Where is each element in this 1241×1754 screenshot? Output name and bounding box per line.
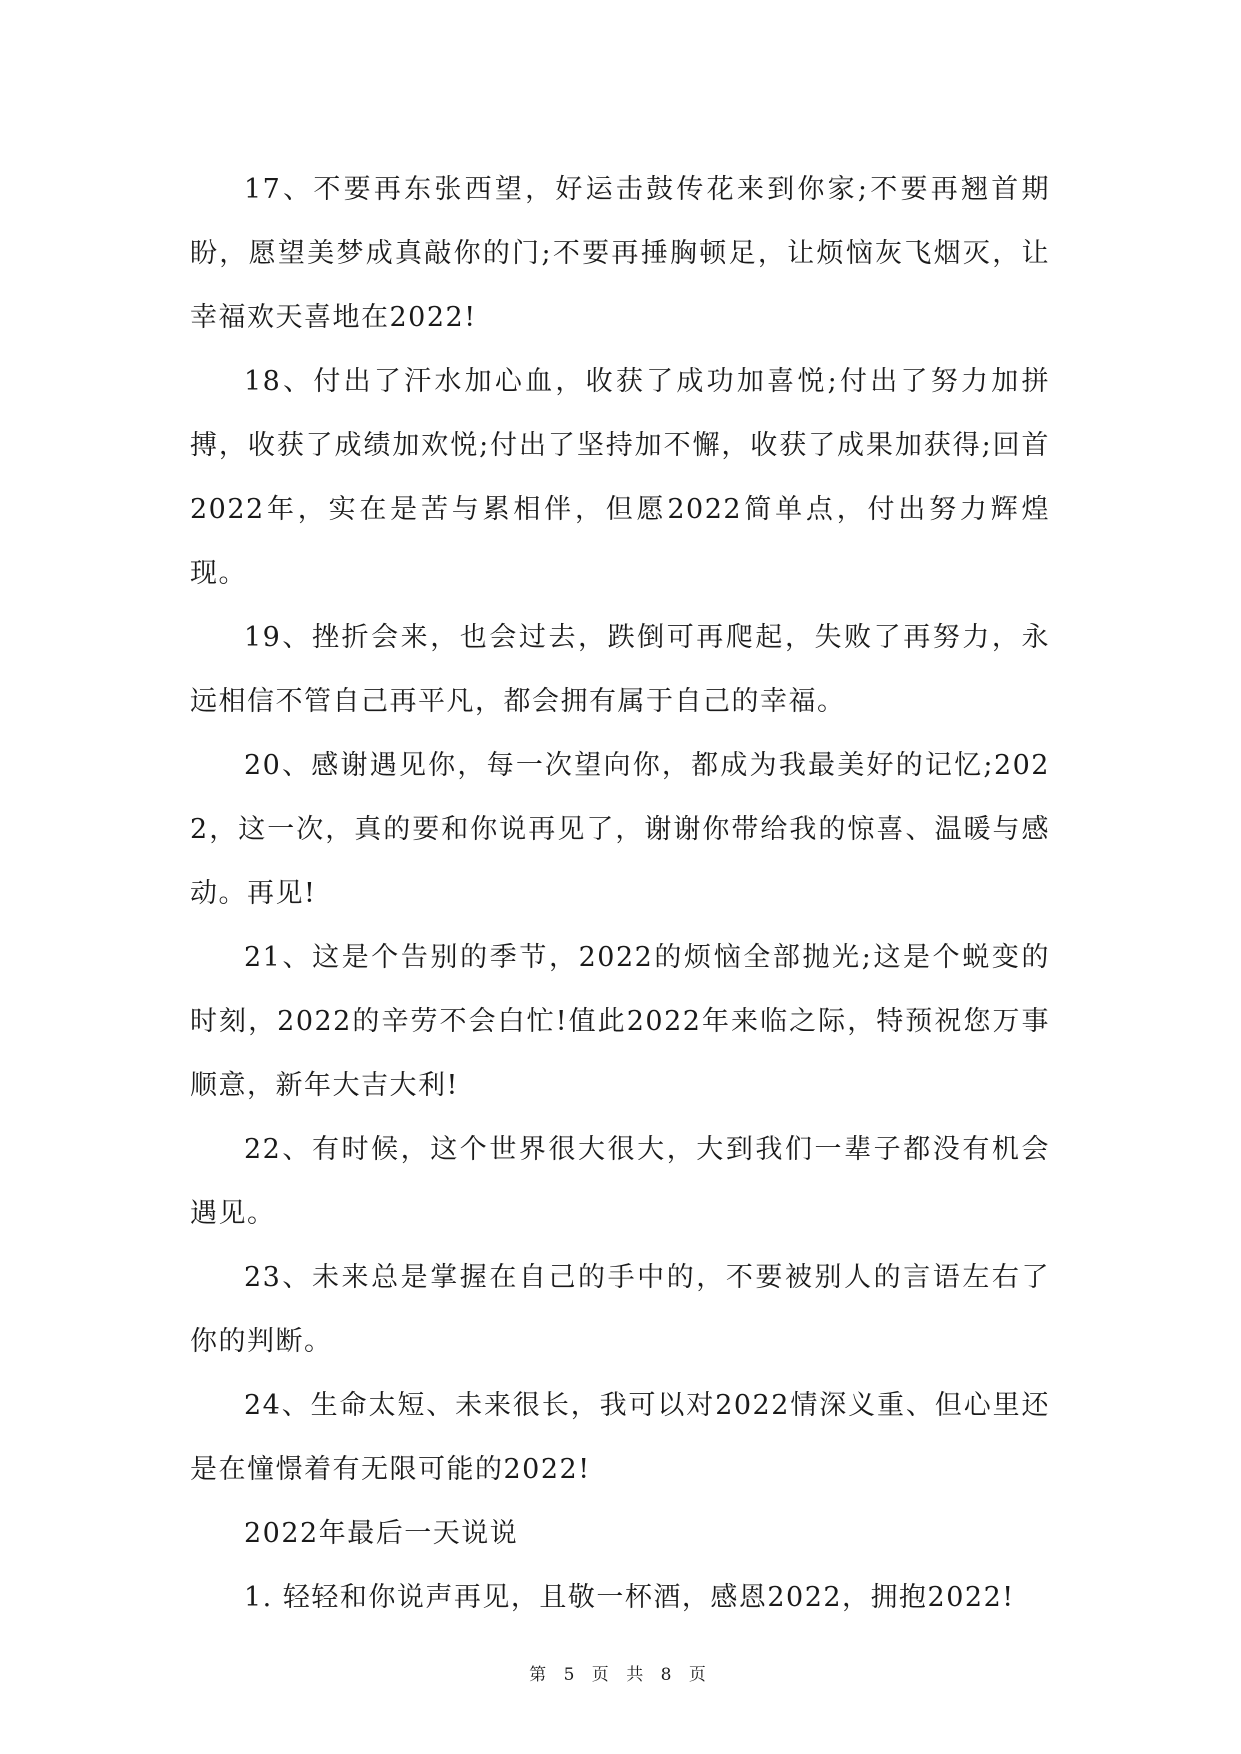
page-number-footer: 第 5 页 共 8 页 [529,1665,712,1685]
list-item: 1. 轻轻和你说声再见，且敬一杯酒，感恩2022，拥抱2022! [244,1582,1015,1613]
paragraph-20: 20、感谢遇见你，每一次望向你，都成为我最美好的记忆;2022，这一次，真的要和你说再见了，谢谢你带给我的惊喜、温暖与感动。再见! [190,750,1050,909]
paragraph-22: 22、有时候，这个世界很大很大，大到我们一辈子都没有机会遇见。 [190,1134,1050,1229]
section-heading: 2022年最后一天说说 [244,1518,519,1549]
paragraph-21: 21、这是个告别的季节，2022的烦恼全部抛光;这是个蜕变的时刻，2022的辛劳不会白忙!值此2022年来临之际，特预祝您万事顺意，新年大吉大利! [190,942,1050,1101]
paragraph-23: 23、未来总是掌握在自己的手中的，不要被别人的言语左右了你的判断。 [190,1262,1050,1357]
paragraph-24: 24、生命太短、未来很长，我可以对2022情深义重、但心里还是在憧憬着有无限可能的2022! [190,1390,1050,1485]
paragraph-19: 19、挫折会来，也会过去，跌倒可再爬起，失败了再努力，永远相信不管自己再平凡，都会拥有属于自己的幸福。 [190,622,1050,717]
paragraph-18: 18、付出了汗水加心血，收获了成功加喜悦;付出了努力加拼搏，收获了成绩加欢悦;付出了坚持加不懈，收获了成果加获得;回首2022年，实在是苦与累相伴，但愿2022简单点，付出努力辉煌现。 [190,366,1050,589]
page-content [190,158,1050,1630]
paragraph-17: 17、不要再东张西望，好运击鼓传花来到你家;不要再翘首期盼，愿望美梦成真敲你的门;不要再捶胸顿足，让烦恼灰飞烟灭，让幸福欢天喜地在2022! [190,174,1050,333]
